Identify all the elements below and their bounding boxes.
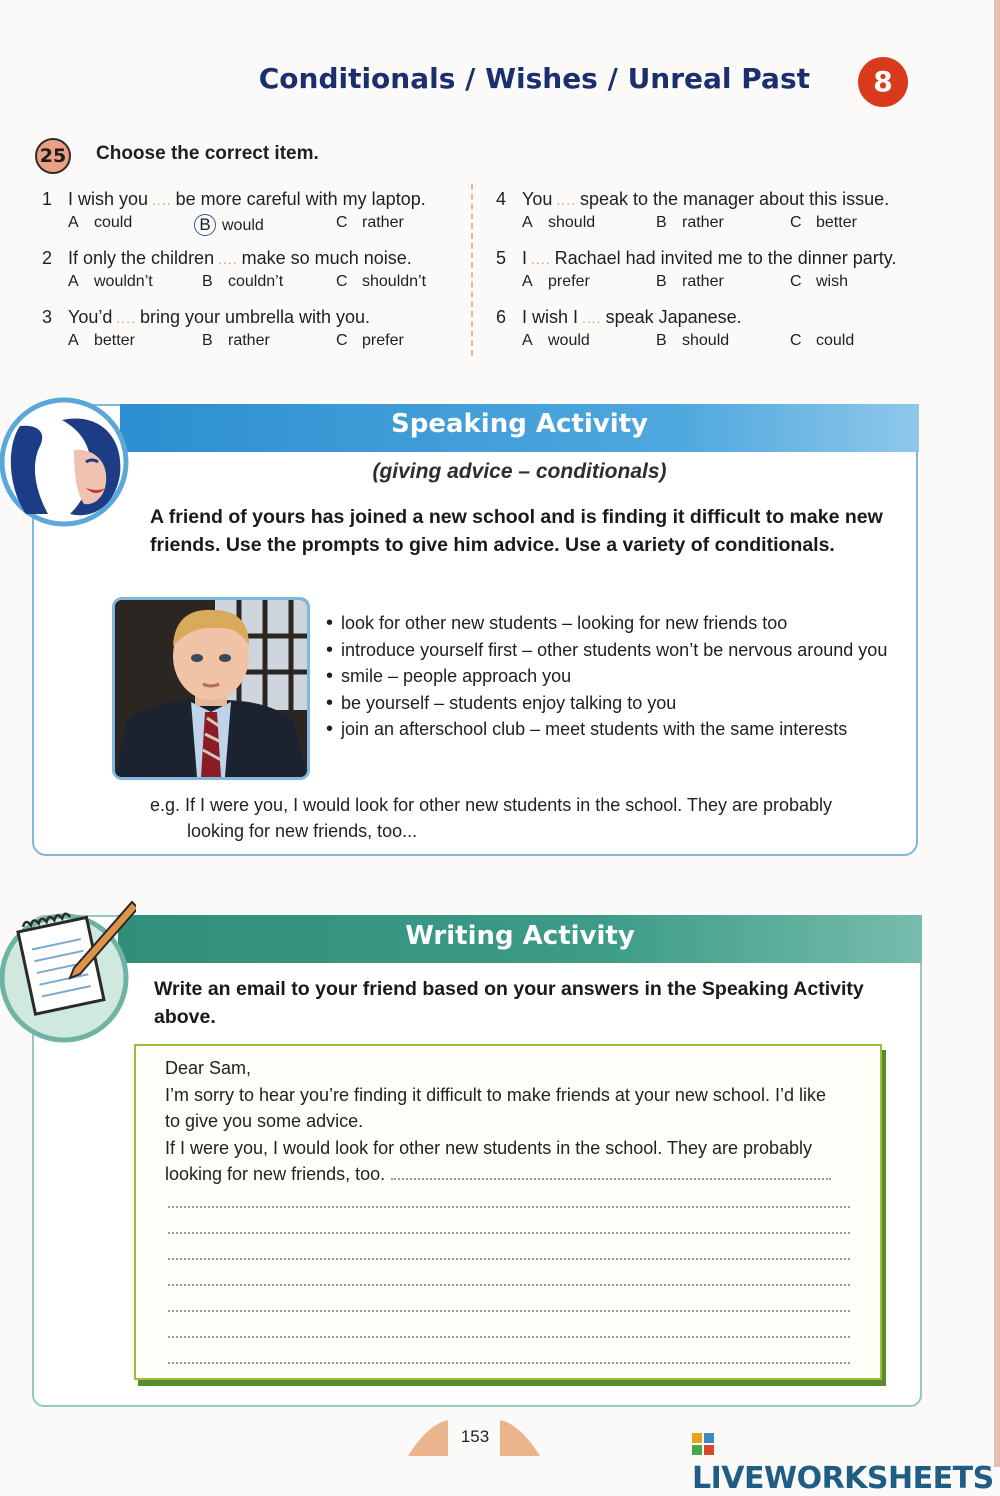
stem-before: I wish you <box>68 189 149 209</box>
option-b[interactable] <box>656 332 729 350</box>
option-c[interactable] <box>790 332 854 350</box>
blank-dots: .... <box>582 310 602 326</box>
question-stem <box>496 306 936 329</box>
option-letter: A <box>522 214 533 231</box>
option-b[interactable] <box>202 332 270 350</box>
writing-title: Writing Activity <box>405 921 635 951</box>
option-letter: C <box>336 332 348 349</box>
letter-greeting: Dear Sam, <box>165 1058 252 1078</box>
option-text: rather <box>228 332 270 349</box>
option-text: prefer <box>548 273 590 290</box>
advice-prompts-list <box>326 610 887 743</box>
option-text: rather <box>362 214 404 231</box>
prompt-item: • look for other new students – looking for new friends too <box>326 610 887 637</box>
question-number: 6 <box>496 307 507 327</box>
letter-line-2: to give you some advice. <box>165 1111 364 1131</box>
question-stem <box>42 247 462 270</box>
option-a[interactable] <box>68 214 132 232</box>
answer-dotted-line[interactable] <box>168 1336 850 1338</box>
notepad-pencil-icon <box>0 898 136 1048</box>
stem-after: speak to the manager about this issue. <box>579 189 890 209</box>
option-text: wouldn’t <box>94 273 153 290</box>
option-letter: B <box>202 273 213 290</box>
option-b-selected[interactable] <box>198 214 264 236</box>
blank-dots: .... <box>152 192 172 208</box>
question-stem <box>496 188 936 211</box>
option-text: couldn’t <box>228 273 284 290</box>
answer-dotted-line[interactable] <box>168 1232 850 1234</box>
option-letter: C <box>790 214 802 231</box>
answer-dotted-line[interactable] <box>168 1206 850 1208</box>
question-5 <box>496 247 936 299</box>
liveworksheets-logo[interactable] <box>692 1426 1000 1496</box>
exercise-instruction: Choose the correct item. <box>96 143 319 164</box>
option-letter: C <box>336 273 348 290</box>
option-letter: A <box>68 332 79 349</box>
brand-name: LIVEWORKSHEETS <box>692 1461 994 1496</box>
example-line-2: looking for new friends, too... <box>187 821 418 841</box>
writing-instruction: Write an email to your friend based on your answers in the Speaking Activity above. <box>154 978 864 1028</box>
option-letter: A <box>522 332 533 349</box>
stem-before: I <box>522 248 528 268</box>
letter-line-3: If I were you, I would look for other new students in the school. They are probably <box>165 1137 813 1158</box>
question-number: 1 <box>42 189 53 209</box>
question-number: 2 <box>42 248 53 268</box>
prompt-item: • smile – people approach you <box>326 663 887 690</box>
stem-after: be more careful with my laptop. <box>175 189 426 209</box>
example-line-1: e.g. If I were you, I would look for other new students in the school. They are probably <box>150 795 833 815</box>
question-3 <box>42 306 462 358</box>
student-photo <box>112 597 310 780</box>
option-letter: A <box>522 273 533 290</box>
option-a[interactable] <box>68 273 153 291</box>
option-text: would <box>222 217 264 234</box>
blank-dots: .... <box>218 251 238 267</box>
letter-line-1: I’m sorry to hear you’re finding it difficult to make friends at your new school. I’d like <box>165 1084 826 1105</box>
page-edge <box>994 0 1000 1467</box>
stem-before: You’d <box>68 307 113 327</box>
option-a[interactable] <box>522 273 590 291</box>
boy-in-suit-illustration <box>115 600 307 777</box>
liveworksheets-logo-icon <box>692 1433 714 1455</box>
stem-after: bring your umbrella with you. <box>139 307 371 327</box>
example-answer <box>150 792 890 844</box>
option-text: would <box>548 332 590 349</box>
question-1 <box>42 188 462 240</box>
option-b[interactable] <box>656 214 724 232</box>
question-stem <box>42 188 462 211</box>
unit-title: Conditionals / Wishes / Unreal Past <box>258 62 810 95</box>
question-stem <box>42 306 462 329</box>
question-number: 5 <box>496 248 507 268</box>
option-letter: B <box>656 273 667 290</box>
option-letter: B <box>656 332 667 349</box>
option-text: better <box>94 332 135 349</box>
stem-before: You <box>522 189 553 209</box>
option-c[interactable] <box>336 214 404 232</box>
letter-line-4-row <box>165 1161 865 1188</box>
option-letter: C <box>790 273 802 290</box>
option-a[interactable] <box>522 332 590 350</box>
option-b[interactable] <box>656 273 724 291</box>
answer-dotted-line[interactable] <box>168 1362 850 1364</box>
option-letter: C <box>336 214 348 231</box>
unit-number-badge: 8 <box>858 57 908 107</box>
stem-after: speak Japanese. <box>605 307 742 327</box>
option-text: should <box>682 332 730 349</box>
question-stem <box>496 247 936 270</box>
option-a[interactable] <box>522 214 595 232</box>
option-a[interactable] <box>68 332 135 350</box>
answer-dotted-line[interactable] <box>168 1284 850 1286</box>
speaking-title: Speaking Activity <box>390 409 648 439</box>
blank-dots: .... <box>116 310 136 326</box>
question-number: 4 <box>496 189 507 209</box>
option-text: should <box>548 214 596 231</box>
question-number: 3 <box>42 307 53 327</box>
option-c[interactable] <box>336 273 426 291</box>
option-letter: B <box>656 214 667 231</box>
option-text: prefer <box>362 332 404 349</box>
speaking-subtitle: (giving advice – conditionals) <box>372 460 667 483</box>
option-letter: A <box>68 214 79 231</box>
speaking-instruction: A friend of yours has joined a new school and is finding it difficult to make new friends. Use the prompts to give him advice. Use a variety of conditionals. <box>150 506 883 556</box>
question-2 <box>42 247 462 299</box>
question-4 <box>496 188 936 240</box>
option-letter: B <box>202 332 213 349</box>
prompt-item: • be yourself – students enjoy talking to you <box>326 690 887 717</box>
speaking-faces-icon <box>0 396 136 532</box>
stem-before: I wish I <box>522 307 579 327</box>
stem-before: If only the children <box>68 248 215 268</box>
option-b[interactable] <box>202 273 283 291</box>
exercise-number-badge: 25 <box>35 138 71 174</box>
blank-dots: .... <box>531 251 551 267</box>
stem-after: make so much noise. <box>241 248 412 268</box>
prompt-item: • introduce yourself first – other students won’t be nervous around you <box>326 637 887 664</box>
answer-dotted-line[interactable] <box>391 1178 831 1180</box>
stem-after: Rachael had invited me to the dinner party. <box>554 248 897 268</box>
column-divider <box>471 184 473 356</box>
option-c[interactable] <box>790 273 848 291</box>
selected-answer-circle: B <box>194 214 216 236</box>
email-letter-text <box>165 1055 865 1188</box>
answer-dotted-line[interactable] <box>168 1258 850 1260</box>
prompt-item: • join an afterschool club – meet students with the same interests <box>326 716 887 743</box>
option-c[interactable] <box>336 332 404 350</box>
option-text: could <box>816 332 855 349</box>
option-letter: C <box>790 332 802 349</box>
page-number: 153 <box>460 1427 490 1446</box>
option-text: rather <box>682 214 724 231</box>
option-text: shouldn’t <box>362 273 427 290</box>
blank-dots: .... <box>556 192 576 208</box>
letter-line-4: looking for new friends, too. <box>165 1164 386 1184</box>
option-text: wish <box>816 273 849 290</box>
option-c[interactable] <box>790 214 857 232</box>
answer-dotted-line[interactable] <box>168 1310 850 1312</box>
option-text: rather <box>682 273 724 290</box>
question-6 <box>496 306 936 358</box>
option-text: could <box>94 214 133 231</box>
option-text: better <box>816 214 857 231</box>
option-letter: A <box>68 273 79 290</box>
